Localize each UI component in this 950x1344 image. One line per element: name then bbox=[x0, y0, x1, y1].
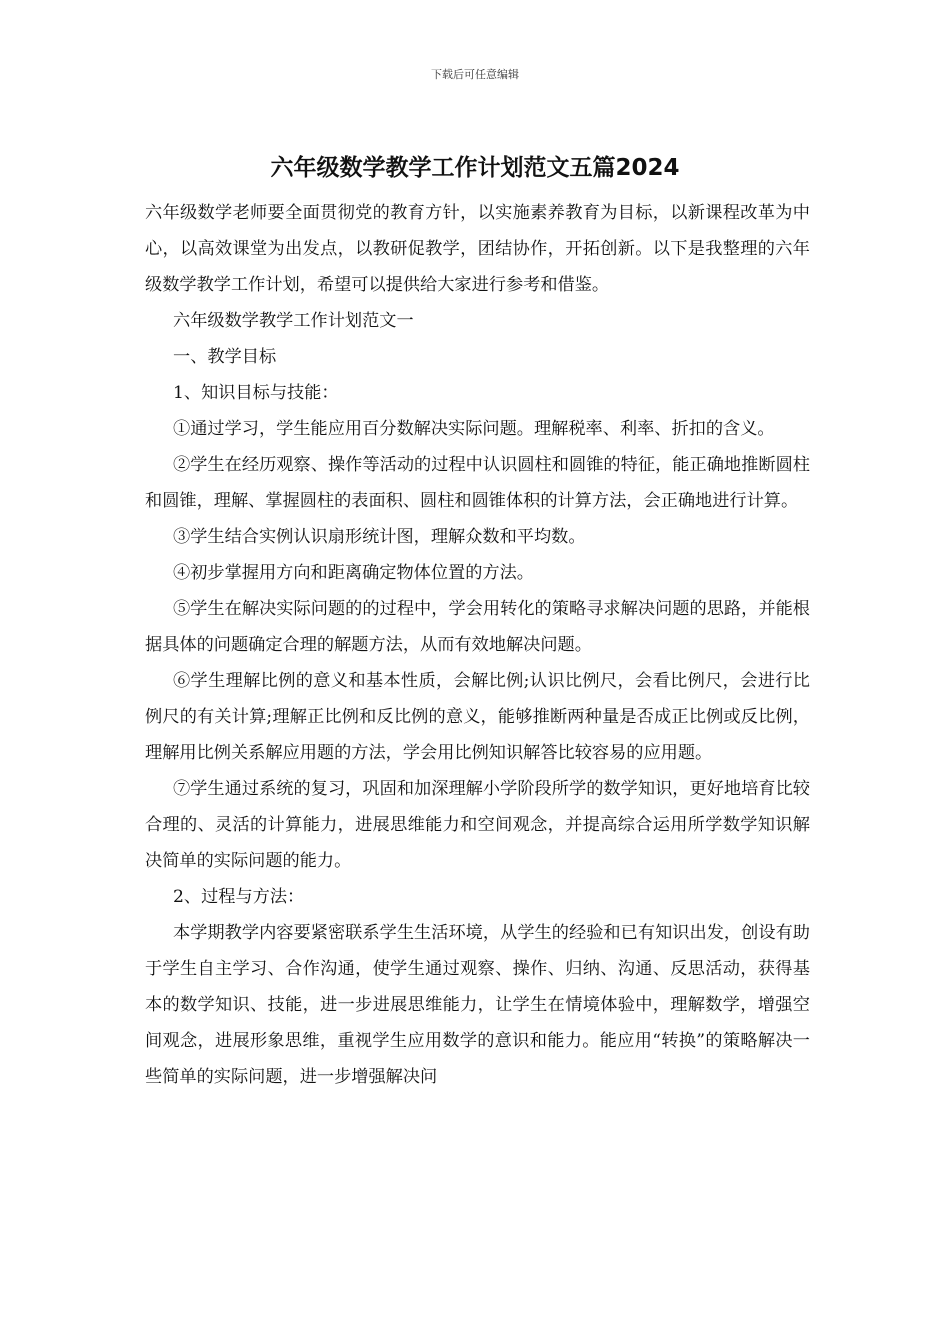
paragraph-item-2: ②学生在经历观察、操作等活动的过程中认识圆柱和圆锥的特征，能正确地推断圆柱和圆锥，理解、掌握圆柱的表面积、圆柱和圆锥体积的计算方法，会正确地进行计算。 bbox=[145, 455, 810, 511]
paragraph-heading-knowledge-goals: 1、知识目标与技能： bbox=[173, 383, 339, 403]
paragraph-item-7: ⑦学生通过系统的复习，巩固和加深理解小学阶段所学的数学知识，更好地培育比较合理的、灵活的计算能力，进展思维能力和空间观念，并提高综合运用所学数学知识解决简单的实际问题的能力。 bbox=[145, 779, 810, 871]
document-title: 六年级数学教学工作计划范文五篇2024 bbox=[270, 155, 680, 181]
paragraph-process-methods: 本学期教学内容要紧密联系学生生活环境，从学生的经验和已有知识出发，创设有助于学生自主学习、合作沟通，使学生通过观察、操作、归纳、沟通、反思活动，获得基本的数学知识、技能，进一步进展思维能力，让学生在情境体验中，理解数学，增强空间观念，进展形象思维，重视学生应用数学的意识和能力。能应用“转换”的策略解决一些简单的实际问题，进一步增强解决问 bbox=[145, 923, 810, 1087]
paragraph-item-6: ⑥学生理解比例的意义和基本性质，会解比例;认识比例尺，会看比例尺，会进行比例尺的有关计算;理解正比例和反比例的意义，能够推断两种量是否成正比例或反比例，理解用比例关系解应用题的方法，学会用比例知识解答比较容易的应用题。 bbox=[145, 671, 810, 763]
paragraph-item-4: ④初步掌握用方向和距离确定物体位置的方法。 bbox=[173, 563, 534, 583]
paragraph-item-1: ①通过学习，学生能应用百分数解决实际问题。理解税率、利率、折扣的含义。 bbox=[173, 419, 775, 439]
paragraph-heading-process-methods: 2、过程与方法： bbox=[173, 887, 305, 907]
document-body bbox=[145, 195, 810, 1095]
paragraph-section-heading: 六年级数学教学工作计划范文一 bbox=[173, 311, 414, 331]
paragraph-item-3: ③学生结合实例认识扇形统计图，理解众数和平均数。 bbox=[173, 527, 586, 547]
header-note: 下载后可任意编辑 bbox=[431, 68, 519, 81]
paragraph-heading-teaching-goals: 一、教学目标 bbox=[173, 347, 277, 367]
paragraph-item-5: ⑤学生在解决实际问题的的过程中，学会用转化的策略寻求解决问题的思路，并能根据具体的问题确定合理的解题方法，从而有效地解决问题。 bbox=[145, 599, 810, 655]
paragraph-intro: 六年级数学老师要全面贯彻党的教育方针，以实施素养教育为目标，以新课程改革为中心，以高效课堂为出发点，以教研促教学，团结协作，开拓创新。以下是我整理的六年级数学教学工作计划，希望可以提供给大家进行参考和借鉴。 bbox=[145, 203, 810, 295]
